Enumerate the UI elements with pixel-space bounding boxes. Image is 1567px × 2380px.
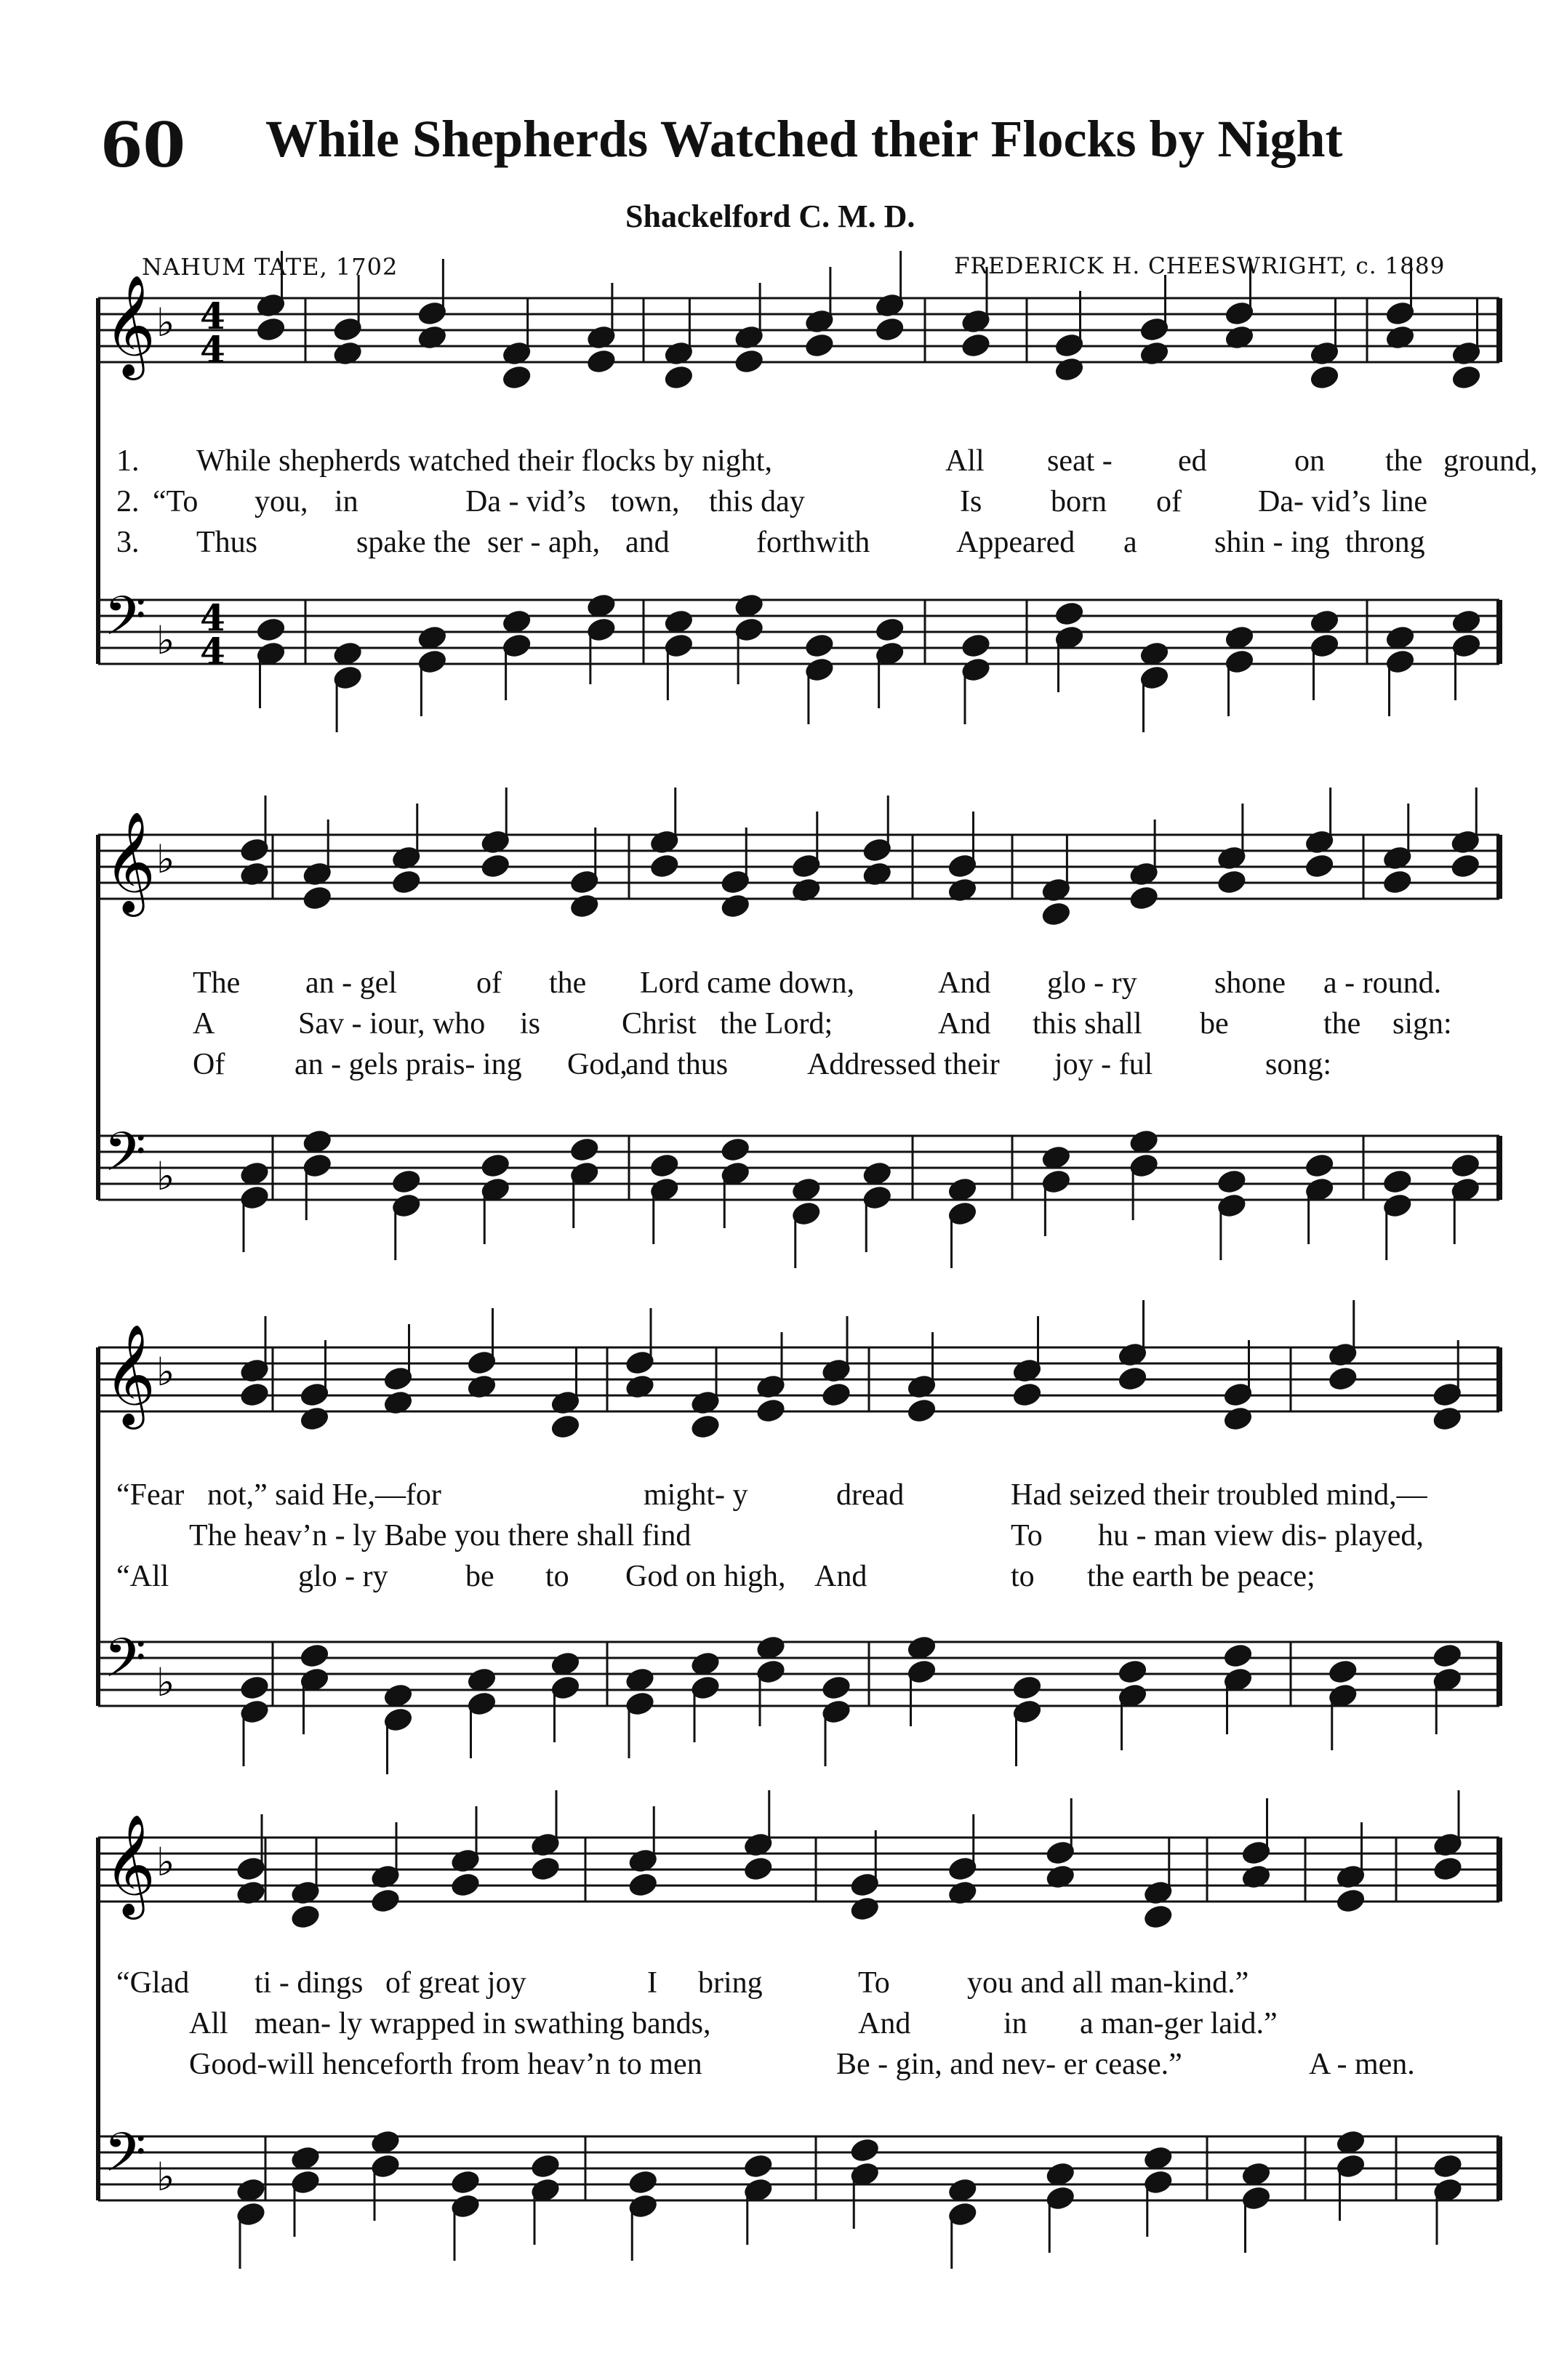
lyric-word: dread (836, 1478, 905, 1512)
time-signature-top: 4 (200, 295, 225, 337)
lyric-word: the Lord; (720, 1007, 833, 1041)
lyric-word: and thus (625, 1048, 729, 1081)
lyric-word: ground, (1443, 444, 1538, 478)
lyric-word: Is (960, 485, 982, 518)
lyric-word: All (189, 2007, 228, 2040)
note-head (451, 2170, 480, 2195)
lyric-line-verse-3 (0, 2047, 1567, 2091)
lyric-word: God, (567, 1048, 628, 1081)
note-head (744, 1856, 773, 1881)
note-head (1144, 2146, 1173, 2171)
flat-key-signature: ♭ (156, 1839, 175, 1885)
flat-key-signature: ♭ (156, 2154, 175, 2200)
lyric-word: joy - ful (1054, 1048, 1153, 1081)
time-signature-bottom: 4 (200, 328, 225, 371)
lyric-word: to (545, 1560, 569, 1593)
lyric-word: might- y (644, 1478, 748, 1512)
lyric-word: “All (116, 1560, 169, 1593)
lyric-word: Da- vid’s (1258, 485, 1371, 518)
flat-key-signature: ♭ (156, 617, 175, 663)
lyric-word: of (1156, 485, 1182, 518)
flat-key-signature: ♭ (156, 1153, 175, 1199)
note-head (531, 1856, 560, 1881)
lyric-word: and (625, 526, 670, 559)
bass-clef: 𝄢 (104, 2121, 146, 2197)
lyric-word: 2. (116, 485, 140, 518)
note-head (1433, 1856, 1462, 1881)
lyric-word: The (193, 966, 241, 1000)
lyric-word: Be - gin, and nev- er cease.” (836, 2048, 1182, 2081)
lyric-word: Lord came down, (640, 966, 855, 1000)
lyric-word: hu - man view dis- played, (1098, 1519, 1424, 1552)
lyric-word: bring (698, 1966, 763, 2000)
lyric-word: ed (1178, 444, 1207, 478)
note-head (236, 2178, 265, 2203)
note-head (1241, 2162, 1270, 2187)
lyric-word: a man-ger laid.” (1080, 2007, 1278, 2040)
lyric-word: on (1294, 444, 1325, 478)
treble-clef: 𝄞 (104, 1324, 156, 1425)
lyric-word: And (814, 1560, 867, 1593)
author-credit: NAHUM TATE, 1702 (142, 253, 398, 281)
bass-clef: 𝄢 (104, 585, 146, 661)
bass-clef: 𝄢 (104, 1121, 146, 1197)
note-head (850, 1896, 879, 1921)
note-head (531, 2154, 560, 2179)
note-head (291, 2146, 320, 2171)
lyric-word: the earth be peace; (1087, 1560, 1315, 1593)
lyric-word: throng (1345, 526, 1425, 559)
tune-name: Shackelford C. M. D. (625, 199, 915, 234)
time-signature-bottom: 4 (200, 630, 225, 673)
note-head (291, 1904, 320, 1929)
lyric-word: sign: (1392, 1007, 1452, 1041)
lyric-word: ser - aph, (487, 526, 601, 559)
lyric-word: a - round. (1323, 966, 1442, 1000)
lyric-word: Appeared (956, 526, 1075, 559)
note-head (1144, 1904, 1173, 1929)
lyric-word: forthwith (756, 526, 870, 559)
note-head (1046, 2162, 1075, 2187)
lyric-word: an - gels prais- ing (294, 1048, 522, 1081)
note-head (948, 2178, 977, 2203)
note-head (371, 2130, 400, 2155)
treble-clef: 𝄞 (104, 812, 156, 913)
lyric-word: To (1011, 1519, 1043, 1552)
note-head (628, 1872, 657, 1897)
lyric-word: is (520, 1007, 541, 1041)
lyric-word: Had seized their troubled mind,— (1011, 1478, 1427, 1512)
lyric-word: “Fear (116, 1478, 185, 1512)
lyric-word: Good-will henceforth from heav’n to men (189, 2048, 702, 2081)
flat-key-signature: ♭ (156, 1659, 175, 1705)
flat-key-signature: ♭ (156, 836, 175, 882)
note-head (1336, 1888, 1365, 1913)
lyric-word: Da - vid’s (465, 485, 586, 518)
lyric-word: The heav’n - ly Babe you there shall find (189, 1519, 692, 1552)
lyric-word: All (945, 444, 985, 478)
lyric-word: be (1200, 1007, 1229, 1041)
lyric-word: A (193, 1007, 215, 1041)
lyric-word: in (334, 485, 358, 518)
lyric-line-verse-1 (0, 1966, 1567, 2009)
lyric-word: shin - ing (1214, 526, 1330, 559)
hymn-title: While Shepherds Watched their Flocks by Night (265, 110, 1343, 168)
lyric-word: While shepherds watched their flocks by night, (196, 444, 772, 478)
lyric-word: of (476, 966, 502, 1000)
lyric-word: you and all man-kind.” (967, 1966, 1249, 2000)
lyric-word: mean- ly wrapped in swathing bands, (255, 2007, 711, 2040)
lyric-word: And (938, 1007, 991, 1041)
note-head (1336, 2130, 1365, 2155)
flat-key-signature: ♭ (156, 300, 175, 345)
lyric-word: a (1123, 526, 1137, 559)
lyric-word: Thus (196, 526, 257, 559)
lyric-word: shone (1214, 966, 1286, 1000)
note-head (371, 1888, 400, 1913)
lyric-word: glo - ry (298, 1560, 388, 1593)
treble-clef: 𝄞 (104, 1814, 156, 1915)
lyric-word: this day (709, 485, 805, 518)
lyric-word: you, (255, 485, 308, 518)
lyric-word: spake the (356, 526, 471, 559)
lyric-word: an - gel (305, 966, 397, 1000)
lyric-word: seat - (1047, 444, 1113, 478)
time-signature-top: 4 (200, 596, 225, 639)
lyric-word: A - men. (1309, 2048, 1415, 2081)
lyric-word: Christ (622, 1007, 697, 1041)
lyric-word: song: (1265, 1048, 1332, 1081)
composer-credit: FREDERICK H. CHEESWRIGHT, c. 1889 (954, 253, 1446, 279)
lyric-word: this shall (1033, 1007, 1142, 1041)
lyric-word: Of (193, 1048, 225, 1081)
flat-key-signature: ♭ (156, 1349, 175, 1395)
lyric-word: And (858, 2007, 911, 2040)
lyric-word: of great joy (385, 1966, 526, 2000)
lyric-word: And (938, 966, 991, 1000)
note-head (451, 1872, 480, 1897)
lyric-word: 3. (116, 526, 140, 559)
lyric-word: 1. (116, 444, 140, 478)
lyric-word: glo - ry (1047, 966, 1137, 1000)
note-head (628, 2170, 657, 2195)
lyric-word: “Glad (116, 1966, 190, 2000)
lyric-word: in (1003, 2007, 1027, 2040)
lyric-word: the (1323, 1007, 1361, 1041)
lyric-word: the (1385, 444, 1423, 478)
lyric-word: ti - dings (255, 1966, 364, 2000)
lyric-word: To (858, 1966, 890, 2000)
lyric-word: line (1382, 485, 1427, 518)
lyric-word: “To (153, 485, 199, 518)
lyric-word: Sav - iour, who (298, 1007, 486, 1041)
lyric-word: God on high, (625, 1560, 786, 1593)
bass-clef: 𝄢 (104, 1627, 146, 1703)
lyric-word: born (1051, 485, 1107, 518)
lyric-word: Addressed their (807, 1048, 1000, 1081)
lyric-word: the (549, 966, 587, 1000)
note-head (1433, 2154, 1462, 2179)
lyric-line-verse-2 (0, 2006, 1567, 2050)
note-head (744, 2154, 773, 2179)
lyric-word: not,” said He,—for (207, 1478, 441, 1512)
lyric-word: to (1011, 1560, 1035, 1593)
treble-clef: 𝄞 (104, 275, 156, 376)
hymn-number: 60 (100, 109, 185, 181)
lyric-word: be (465, 1560, 494, 1593)
note-head (850, 2138, 879, 2163)
lyric-word: town, (611, 485, 680, 518)
lyric-word: I (647, 1966, 657, 2000)
